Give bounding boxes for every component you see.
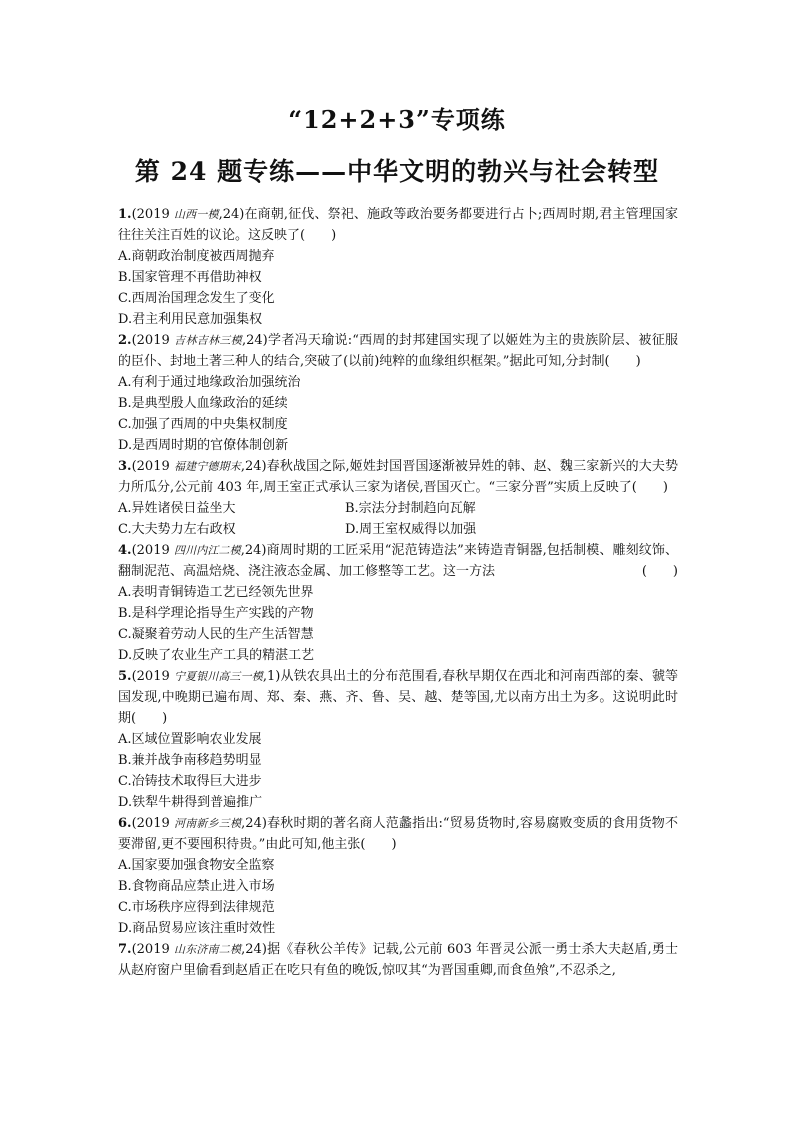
- question-stem: [118, 456, 678, 498]
- option-b: B.兼并战争南移趋势明显: [118, 753, 262, 768]
- option-a: A.异姓诸侯日益坐大: [118, 501, 236, 516]
- source-open: (2019: [131, 459, 175, 474]
- option-b: B.是科学理论指导生产实践的产物: [118, 606, 314, 621]
- option-d: D.周王室权威得以加强: [345, 522, 477, 537]
- question-list: [118, 204, 678, 981]
- question-number: 7.: [118, 942, 132, 957]
- option-c: C.市场秩序应得到法律规范: [118, 900, 275, 915]
- question-7: [118, 939, 678, 981]
- question-source: 山西一模: [174, 208, 219, 221]
- option-b: B.国家管理不再借助神权: [118, 270, 262, 285]
- question-stem: [118, 666, 678, 729]
- question-stem: [118, 939, 678, 981]
- source-close: ,24): [218, 207, 245, 222]
- question-number: 4.: [118, 543, 132, 558]
- question-text: 学者冯天瑜说:“西周的封邦建国实现了以姬姓为主的贵族阶层、被征服的臣仆、封地土著三种人的结合,突破了(以前)纯粹的血缘组织框架。”据此可知,分封制( ): [118, 333, 678, 369]
- source-close: ,24): [240, 459, 267, 474]
- question-number: 3.: [118, 459, 132, 474]
- question-source: 宁夏银川高三一模: [173, 670, 263, 683]
- question-text: 春秋战国之际,姬姓封国晋国逐渐被异姓的韩、赵、魏三家新兴的大夫势力所瓜分,公元前 403 年,周王室正式承认三家为诸侯,晋国灭亡。“三家分晋”实质上反映了( ): [118, 459, 679, 495]
- option-c: C.凝聚着劳动人民的生产生活智慧: [118, 627, 314, 642]
- option-b: B.食物商品应禁止进入市场: [118, 879, 275, 894]
- question-1: [118, 204, 678, 330]
- answer-bracket: ( ): [641, 564, 678, 579]
- question-text: 商周时期的工匠采用“泥范铸造法”来铸造青铜器,包括制模、雕刻纹饰、翻制泥范、高温焙烧、浇注液态金属、加工修整等工艺。这一方法: [118, 543, 678, 579]
- question-3: [118, 456, 678, 540]
- topic-title: 第 24 题专练——中华文明的勃兴与社会转型: [134, 157, 660, 186]
- source-open: (2019: [131, 207, 175, 222]
- question-stem: [118, 204, 678, 246]
- option-d: D.反映了农业生产工具的精湛工艺: [118, 648, 315, 663]
- question-text: 从铁农具出土的分布范围看,春秋早期仅在西北和河南西部的秦、虢等国发现,中晚期已遍布周、郑、秦、燕、齐、鲁、吴、越、楚等国,尤以南方出土为多。这说明此时期( ): [118, 669, 678, 726]
- option-c: C.冶铸技术取得巨大进步: [118, 774, 262, 789]
- question-text: 在商朝,征伐、祭祀、施政等政治要务都要进行占卜;西周时期,君主管理国家往往关注百姓的议论。这反映了( ): [118, 207, 678, 243]
- option-d: D.君主利用民意加强集权: [118, 312, 263, 327]
- option-c: C.大夫势力左右政权: [118, 522, 236, 537]
- question-4: [118, 540, 678, 666]
- option-d: D.铁犁牛耕得到普遍推广: [118, 795, 263, 810]
- question-number: 6.: [118, 816, 132, 831]
- option-a: A.表明青铜铸造工艺已经领先世界: [118, 585, 314, 600]
- option-b: B.是典型殷人血缘政治的延续: [118, 396, 288, 411]
- source-close: ,24): [241, 942, 267, 957]
- option-c: C.加强了西周的中央集权制度: [118, 417, 288, 432]
- question-6: [118, 813, 678, 939]
- question-source: 河南新乡三模: [174, 817, 242, 830]
- question-source: 吉林吉林三模: [174, 334, 242, 347]
- question-source: 福建宁德期末: [174, 460, 241, 473]
- question-source: 山东济南二模: [174, 943, 242, 956]
- option-d: D.商品贸易应该注重时效性: [118, 921, 276, 936]
- source-close: ,24): [241, 333, 268, 348]
- question-stem: [118, 540, 678, 582]
- source-open: (2019: [131, 669, 174, 684]
- option-a: A.国家要加强食物安全监察: [118, 858, 275, 873]
- question-number: 5.: [118, 669, 132, 684]
- source-close: ,24): [241, 816, 267, 831]
- question-text: 据《春秋公羊传》记载,公元前 603 年晋灵公派一勇士杀大夫赵盾,勇士从赵府窗户里偷看到赵盾正在吃只有鱼的晚饭,惊叹其“为晋国重卿,而食鱼飧”,不忍杀之,: [118, 942, 679, 978]
- option-b: B.宗法分封制趋向瓦解: [345, 501, 476, 516]
- source-open: (2019: [131, 816, 175, 831]
- option-a: A.商朝政治制度被西周抛弃: [118, 249, 275, 264]
- options-grid: [118, 498, 678, 540]
- question-stem: [118, 330, 678, 372]
- question-number: 2.: [118, 333, 132, 348]
- option-a: A.有利于通过地缘政治加强统治: [118, 375, 301, 390]
- question-stem: [118, 813, 678, 855]
- source-open: (2019: [131, 942, 175, 957]
- source-close: ,1): [262, 669, 281, 684]
- source-open: (2019: [131, 333, 175, 348]
- option-c: C.西周治国理念发生了变化: [118, 291, 275, 306]
- option-a: A.区域位置影响农业发展: [118, 732, 262, 747]
- question-number: 1.: [118, 207, 132, 222]
- question-5: [118, 666, 678, 813]
- question-text: 春秋时期的著名商人范蠡指出:“贸易货物时,容易腐败变质的食用货物不要滞留,更不要囤积待贵。”由此可知,他主张( ): [118, 816, 678, 852]
- source-close: ,24): [240, 543, 267, 558]
- question-source: 四川内江二模: [174, 544, 241, 557]
- option-d: D.是西周时期的官僚体制创新: [118, 438, 289, 453]
- question-2: [118, 330, 678, 456]
- source-open: (2019: [131, 543, 174, 558]
- series-title: “12+2+3”专项练: [288, 105, 506, 134]
